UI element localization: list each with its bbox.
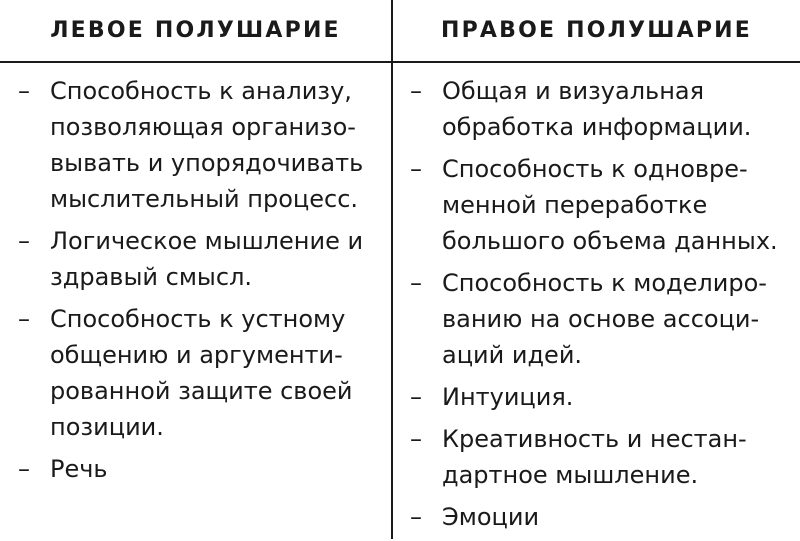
bullet-dash: – bbox=[18, 305, 30, 333]
list-item-text: Общая и визуальная обработка информации. bbox=[442, 77, 752, 141]
right-hemisphere-list bbox=[410, 73, 790, 541]
right-hemisphere-header: ПРАВОЕ ПОЛУШАРИЕ bbox=[440, 18, 753, 43]
left-hemisphere-header: ЛЕВОЕ ПОЛУШАРИЕ bbox=[50, 18, 341, 43]
list-item-text: Способность к устному общению и аргументи- рованной защите своей позиции. bbox=[50, 305, 353, 441]
list-item-text: Эмоции bbox=[442, 503, 540, 531]
list-item-text: Креативность и нестан- дартное мышление. bbox=[442, 425, 747, 489]
bullet-dash: – bbox=[410, 155, 422, 183]
column-divider bbox=[391, 0, 393, 539]
list-item bbox=[410, 151, 790, 259]
list-item bbox=[18, 73, 380, 217]
list-item bbox=[410, 499, 790, 535]
list-item bbox=[410, 73, 790, 145]
list-item-text: Способность к моделиро- ванию на основе ассоци- аций идей. bbox=[442, 269, 767, 369]
bullet-dash: – bbox=[410, 77, 422, 105]
list-item bbox=[410, 379, 790, 415]
bullet-dash: – bbox=[410, 269, 422, 297]
bullet-dash: – bbox=[410, 425, 422, 453]
bullet-dash: – bbox=[410, 383, 422, 411]
list-item bbox=[18, 223, 380, 295]
list-item-text: Речь bbox=[50, 455, 108, 483]
list-item bbox=[410, 265, 790, 373]
list-item bbox=[18, 301, 380, 445]
list-item-text: Способность к одновре- менной переработке большого объема данных. bbox=[442, 155, 778, 255]
list-item bbox=[18, 451, 380, 487]
list-item-text: Способность к анализу, позволяющая организо- вывать и упорядочивать мыслительный процесс. bbox=[50, 77, 364, 213]
bullet-dash: – bbox=[18, 455, 30, 483]
list-item bbox=[410, 421, 790, 493]
list-item-text: Логическое мышление и здравый смысл. bbox=[50, 227, 364, 291]
left-hemisphere-list bbox=[18, 73, 380, 493]
bullet-dash: – bbox=[410, 503, 422, 531]
header-divider bbox=[0, 61, 800, 63]
bullet-dash: – bbox=[18, 77, 30, 105]
list-item-text: Интуиция. bbox=[442, 383, 574, 411]
bullet-dash: – bbox=[18, 227, 30, 255]
